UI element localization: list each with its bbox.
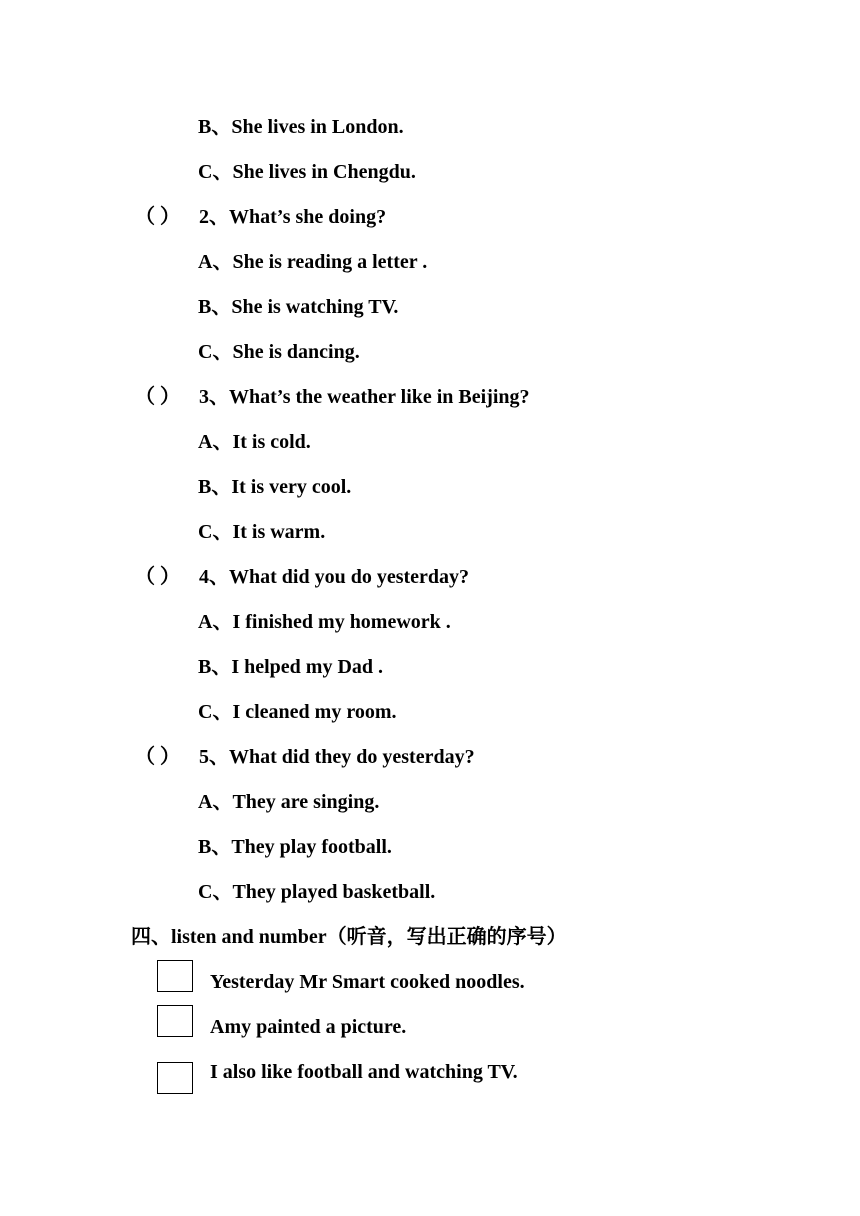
q1-option-b: B、She lives in London. (198, 116, 404, 138)
answer-blank[interactable]: （ ） (135, 206, 180, 228)
q3-option-c: C、It is warm. (198, 521, 326, 543)
answer-blank[interactable]: （ ） (135, 566, 180, 588)
q4-option-a: A、I finished my homework . (198, 611, 451, 633)
q2-option-c: C、She is dancing. (198, 341, 360, 363)
question-text: 4、What did you do yesterday? (199, 566, 470, 588)
q4-option-c: C、I cleaned my room. (198, 701, 397, 723)
q5-option-b: B、They play football. (198, 836, 392, 858)
q1-option-c: C、She lives in Chengdu. (198, 161, 416, 183)
number-box[interactable] (157, 1005, 193, 1037)
section-4-title: 四、listen and number（听音，写出正确的序号） (131, 926, 567, 948)
listen-item: Yesterday Mr Smart cooked noodles. (210, 971, 525, 993)
question-text: 3、What’s the weather like in Beijing? (199, 386, 530, 408)
q3-option-b: B、It is very cool. (198, 476, 352, 498)
q5-option-a: A、They are singing. (198, 791, 380, 813)
answer-blank[interactable]: （ ） (135, 746, 180, 768)
answer-blank[interactable]: （ ） (135, 386, 180, 408)
question-5 (135, 744, 475, 770)
number-box[interactable] (157, 960, 193, 992)
question-3 (135, 384, 530, 410)
question-4 (135, 564, 469, 590)
q5-option-c: C、They played basketball. (198, 881, 436, 903)
q2-option-b: B、She is watching TV. (198, 296, 399, 318)
question-2 (135, 204, 386, 230)
listen-item: I also like football and watching TV. (210, 1061, 518, 1083)
listen-item: Amy painted a picture. (210, 1016, 407, 1038)
q3-option-a: A、It is cold. (198, 431, 311, 453)
q2-option-a: A、She is reading a letter . (198, 251, 428, 273)
q4-option-b: B、I helped my Dad . (198, 656, 384, 678)
question-text: 2、What’s she doing? (199, 206, 387, 228)
question-text: 5、What did they do yesterday? (199, 746, 475, 768)
number-box[interactable] (157, 1062, 193, 1094)
